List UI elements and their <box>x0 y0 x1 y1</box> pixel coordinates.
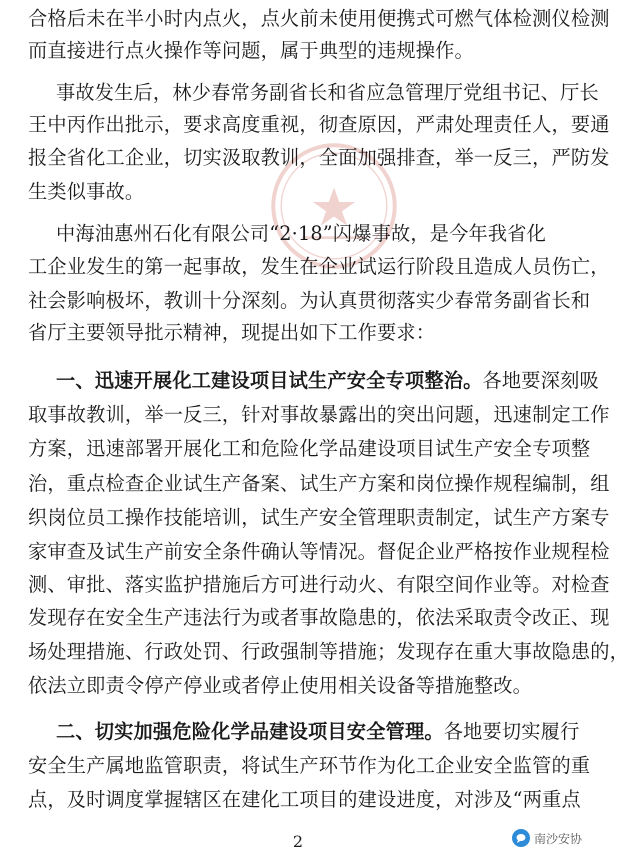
section-one-text: 各地要深刻吸 <box>482 369 599 392</box>
text-line: 而直接进行点火操作等问题，属于典型的违规操作。 <box>28 39 474 62</box>
section-one-heading: 一、迅速开展化工建设项目试生产安全专项整治。 <box>56 369 483 392</box>
section-one-line <box>56 366 599 396</box>
text-line: 报全省化工企业，切实汲取教训，全面加强排查，举一反三，严防发 <box>28 146 610 169</box>
section-two-line <box>56 717 580 747</box>
watermark-label: 南沙安协 <box>533 831 582 846</box>
page-number: 2 <box>292 832 304 851</box>
text-line: 发现存在安全生产违法行为或者事故隐患的，依法采取责令改正、现 <box>28 606 610 629</box>
text-line: 取事故教训，举一反三，针对事故暴露出的突出问题，迅速制定工作 <box>28 403 610 426</box>
text-line: 家审查及试生产前安全条件确认等情况。督促企业严格按作业规程检 <box>28 540 610 563</box>
chat-bubble-icon <box>512 829 530 847</box>
text-line: 测、审批、落实监护措施后方可进行动火、有限空间作业等。对检查 <box>28 573 610 596</box>
text-line: 事故发生后，林少春常务副省长和省应急管理厅党组书记、厅长 <box>56 81 599 104</box>
section-two-text: 各地要切实履行 <box>443 720 580 743</box>
text-line: 治，重点检查企业试生产备案、试生产方案和岗位操作规程编制，组 <box>28 472 610 495</box>
text-line: 依法立即责令停产停业或者停止使用相关设备等措施整改。 <box>28 674 533 697</box>
text-line: 社会影响极坏，教训十分深刻。为认真贯彻落实少春常务副省长和 <box>28 289 591 312</box>
text-line: 工企业发生的第一起事故，发生在企业试运行阶段且造成人员伤亡， <box>28 255 610 278</box>
text-line: 方案，迅速部署开展化工和危险化学品建设项目试生产安全专项整 <box>28 437 591 460</box>
text-line: 王中丙作出批示，要求高度重视，彻查原因，严肃处理责任人，要通 <box>28 113 610 136</box>
watermark-badge <box>506 825 588 851</box>
text-line: 中海油惠州石化有限公司“2·18”闪爆事故，是今年我省化 <box>56 222 547 245</box>
text-line: 合格后未在半小时内点火，点火前未使用便携式可燃气体检测仪检测 <box>28 7 610 30</box>
text-line: 省厅主要领导批示精神，现提出如下工作要求： <box>28 321 436 344</box>
text-line: 场处理措施、行政处罚、行政强制等措施；发现存在重大事故隐患的， <box>28 640 629 663</box>
section-two-heading: 二、切实加强危险化学品建设项目安全管理。 <box>56 720 444 743</box>
text-line: 点，及时调度掌握辖区在建化工项目的建设进度，对涉及“两重点 <box>28 788 581 811</box>
text-line: 生类似事故。 <box>28 180 145 203</box>
text-line: 织岗位员工操作技能培训，试生产安全管理职责制定，试生产方案专 <box>28 506 610 529</box>
text-line: 安全生产属地监管职责，将试生产环节作为化工企业安全监管的重 <box>28 754 591 777</box>
